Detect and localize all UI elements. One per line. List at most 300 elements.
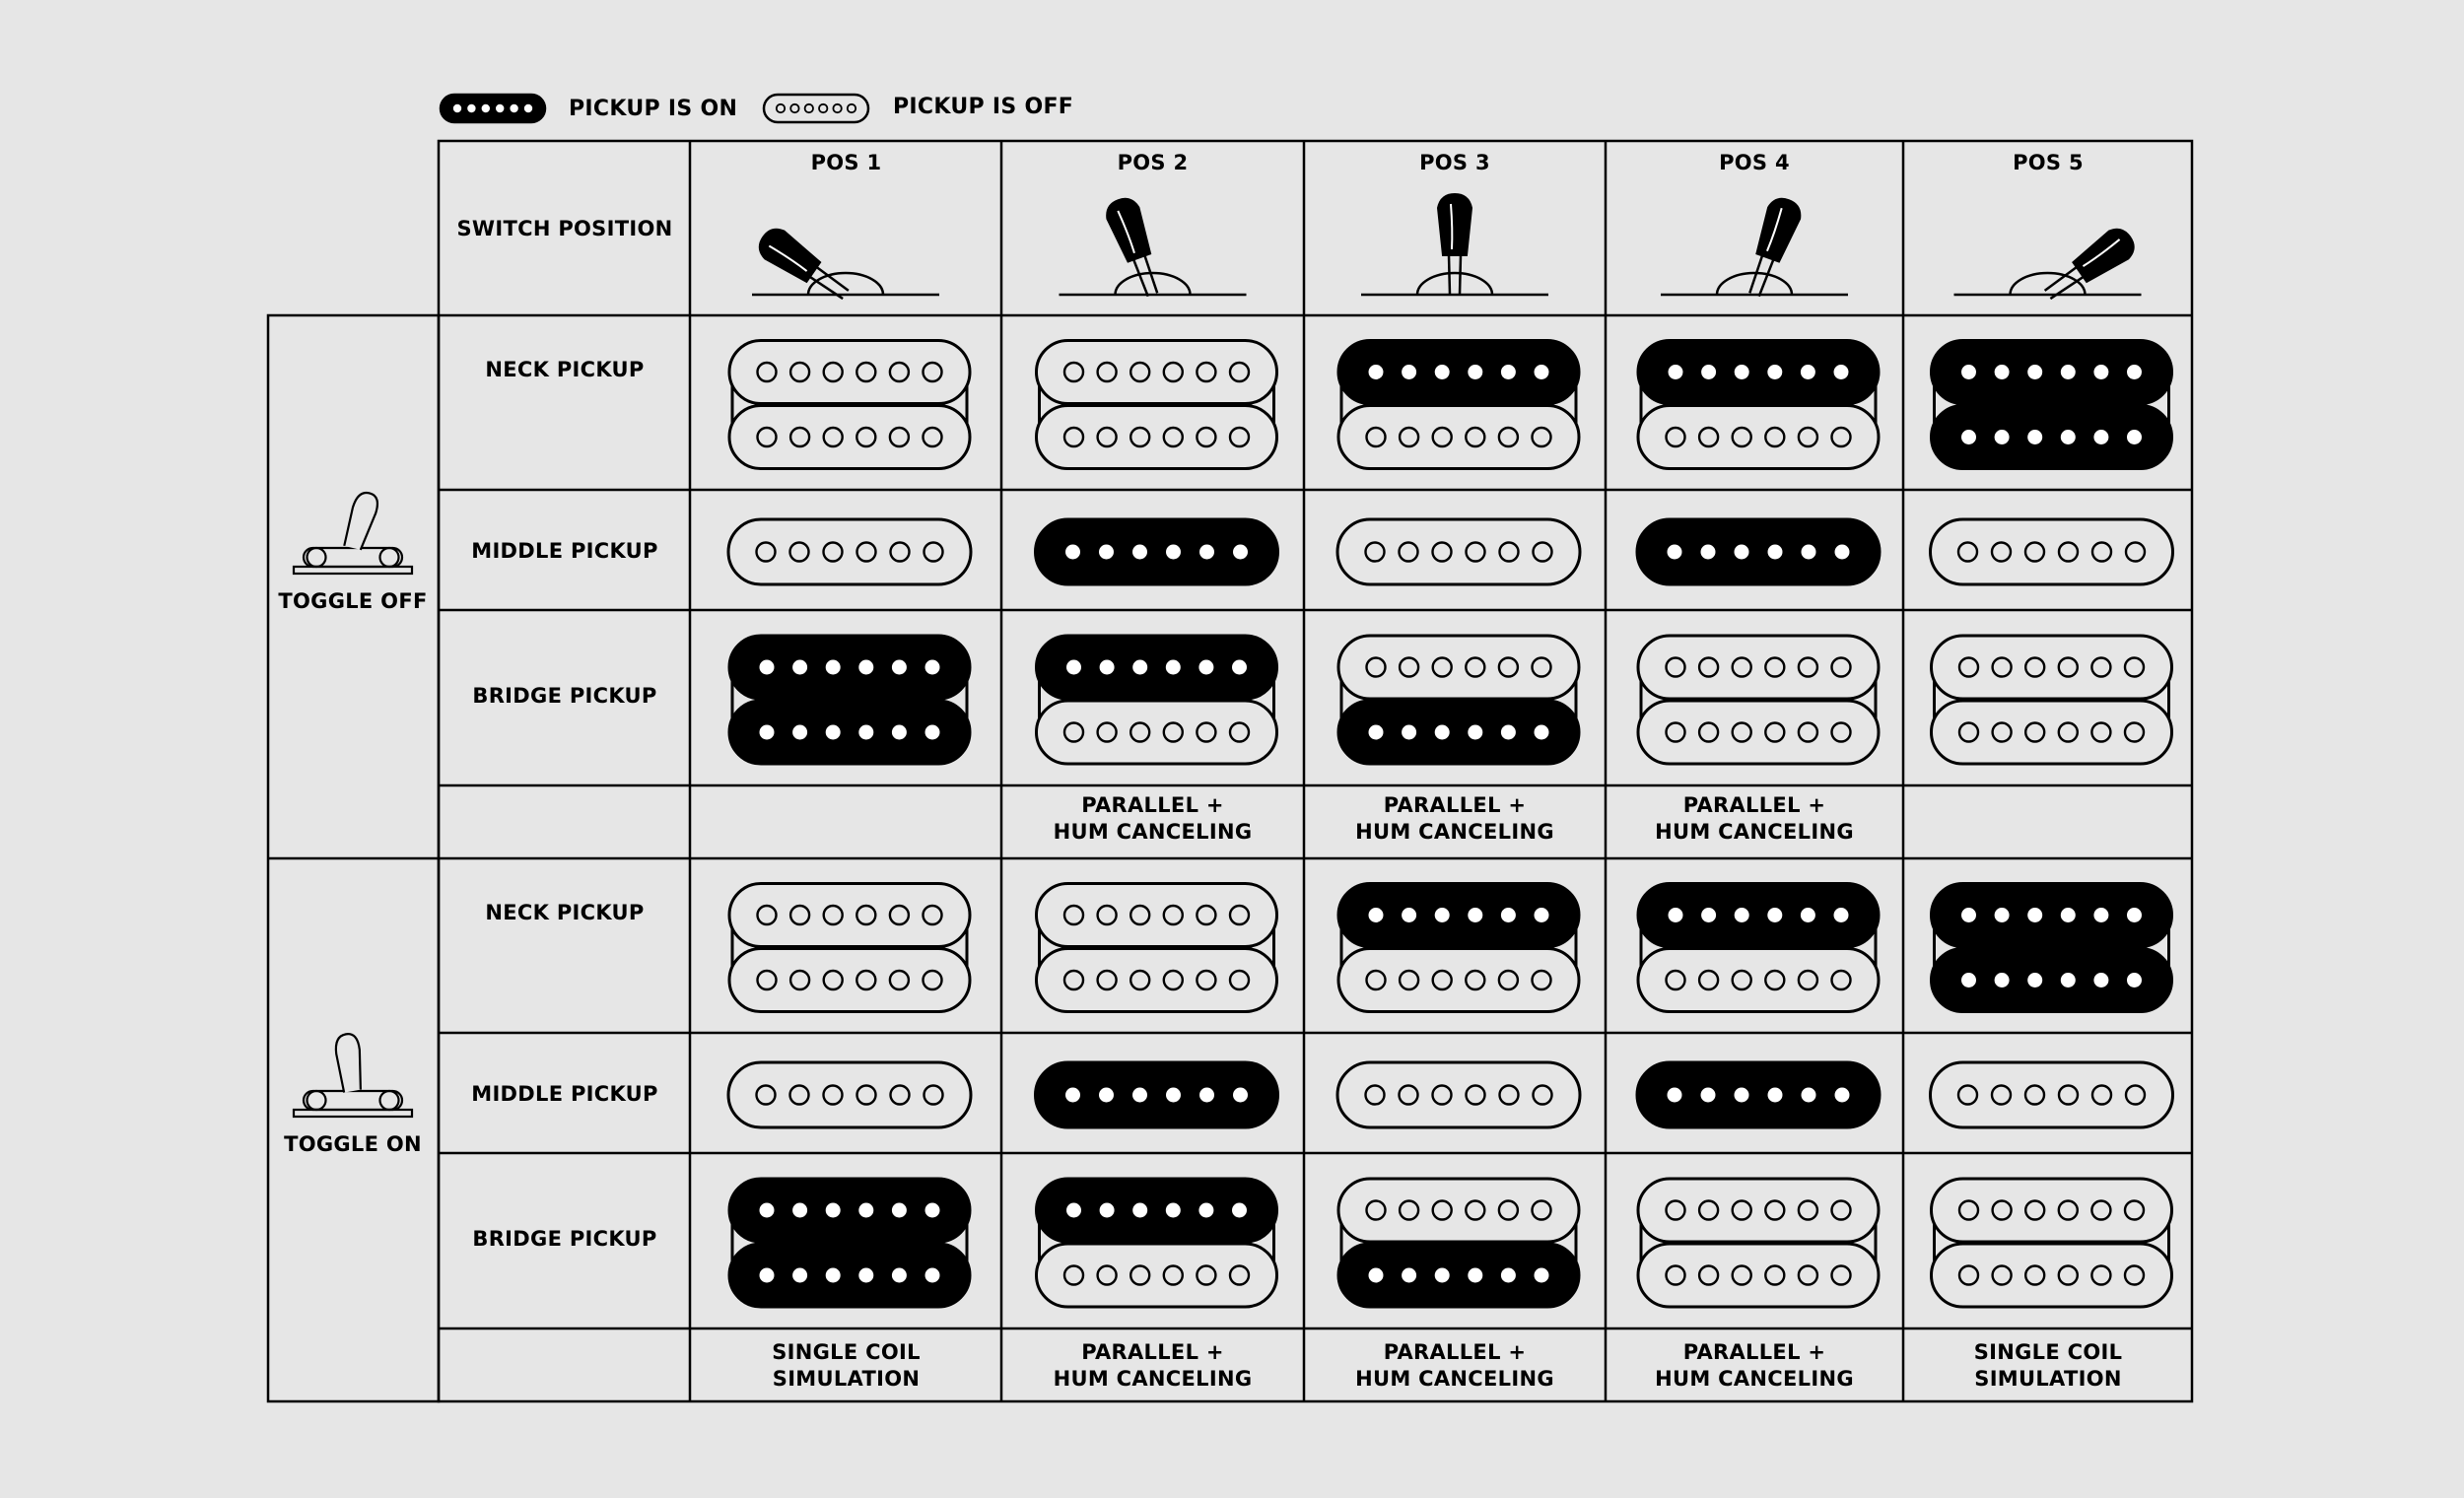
pole-piece — [1435, 1268, 1450, 1283]
lever-stem — [1759, 259, 1774, 297]
switch-lever — [1438, 194, 1472, 295]
switch-lever-icon — [752, 224, 939, 308]
coil-off — [1931, 519, 2173, 584]
pole-piece — [2127, 430, 2142, 444]
coil-on — [1338, 341, 1579, 404]
pole-piece — [1166, 545, 1181, 560]
coil-body — [1638, 1244, 1879, 1307]
humbucker-pickup-icon — [1638, 1179, 1879, 1307]
coil-body — [1638, 949, 1879, 1012]
coil-off — [729, 884, 970, 947]
pole-piece — [892, 725, 907, 740]
pole-piece — [1132, 545, 1147, 560]
note-line: PARALLEL + — [1383, 793, 1527, 817]
humbucker-pickup-icon — [1037, 1179, 1277, 1307]
toggle-lever — [333, 1032, 367, 1092]
pole-piece — [1835, 545, 1850, 560]
legend-off-icon — [764, 95, 868, 122]
coil-off — [1037, 884, 1277, 947]
toggle-ring — [380, 1091, 399, 1110]
coil-off — [1338, 949, 1579, 1012]
toggle-on-icon — [294, 1032, 412, 1117]
pole-piece — [892, 1203, 907, 1218]
pole-piece — [1802, 545, 1816, 560]
humbucker-pickup-icon — [1338, 636, 1579, 764]
coil-body — [728, 519, 971, 584]
pos-1-label: POS 1 — [810, 151, 882, 174]
legend-pole — [524, 104, 532, 112]
pole-piece — [792, 1203, 807, 1218]
pole-piece — [2093, 365, 2108, 379]
pole-piece — [1735, 545, 1749, 560]
switch-lever-icon — [1954, 224, 2142, 308]
pole-piece — [1835, 1088, 1850, 1103]
coil-body — [1037, 949, 1277, 1012]
pole-piece — [1065, 1088, 1080, 1103]
lever-stem — [2050, 276, 2083, 300]
pole-piece — [2093, 973, 2108, 987]
pole-piece — [1435, 908, 1450, 922]
pole-piece — [1166, 1203, 1181, 1218]
single-coil-pickup-icon — [1931, 519, 2173, 584]
coil-off — [1037, 949, 1277, 1012]
coil-on — [1638, 341, 1879, 404]
pole-piece — [2027, 430, 2042, 444]
switch-lever-icon — [1060, 194, 1247, 300]
toggle-lever-shape — [333, 1032, 367, 1092]
pole-piece — [858, 1203, 873, 1218]
pole-piece — [1468, 908, 1482, 922]
coil-body — [729, 341, 970, 404]
pole-piece — [1995, 973, 2010, 987]
legend-pole — [790, 104, 798, 112]
pole-piece — [1199, 545, 1214, 560]
toggle-body — [304, 1091, 402, 1110]
coil-body — [729, 884, 970, 947]
coil-body — [1932, 1179, 2172, 1242]
legend-pole — [805, 104, 813, 112]
switch-position-label: SWITCH POSITION — [456, 217, 673, 240]
note-line: SINGLE COIL — [1973, 1340, 2123, 1364]
single-coil-pickup-icon — [1337, 519, 1580, 584]
pole-piece — [1834, 365, 1849, 379]
pole-piece — [1232, 660, 1247, 675]
legend-pole — [496, 104, 504, 112]
lever-stem — [1133, 259, 1148, 297]
pole-piece — [1166, 1088, 1181, 1103]
humbucker-pickup-icon — [729, 636, 970, 764]
pole-piece — [2093, 430, 2108, 444]
pole-piece — [1065, 545, 1080, 560]
coil-on — [1338, 701, 1579, 764]
pole-piece — [826, 1203, 841, 1218]
legend-pole — [467, 104, 475, 112]
switch-lever-icon — [1661, 194, 1848, 300]
coil-off — [728, 1062, 971, 1127]
pole-piece — [1369, 908, 1384, 922]
coil-on — [1932, 406, 2172, 469]
row-label-middle-pickup: MIDDLE PICKUP — [471, 539, 658, 563]
humbucker-pickup-icon — [1638, 884, 1879, 1012]
pole-piece — [1066, 1203, 1081, 1218]
pole-piece — [1369, 365, 1384, 379]
coil-off — [1931, 1062, 2173, 1127]
coil-off — [1932, 1244, 2172, 1307]
pole-piece — [1961, 430, 1976, 444]
lever-stem — [810, 276, 843, 300]
coil-off — [1638, 949, 1879, 1012]
coil-body — [1638, 406, 1879, 469]
note-line: HUM CANCELING — [1053, 820, 1253, 844]
pole-piece — [1768, 545, 1783, 560]
humbucker-pickup-icon — [1638, 341, 1879, 469]
pole-piece — [892, 660, 907, 675]
coil-body — [1037, 701, 1277, 764]
coil-off — [1037, 341, 1277, 404]
note-line: PARALLEL + — [1682, 793, 1826, 817]
pole-piece — [1535, 725, 1549, 740]
pole-piece — [1735, 1088, 1749, 1103]
pole-piece — [1501, 908, 1516, 922]
coil-body — [1932, 701, 2172, 764]
toggle-ring — [308, 1091, 326, 1110]
coil-body — [1337, 1062, 1580, 1127]
row-label-neck-pickup: NECK PICKUP — [485, 358, 645, 381]
pole-piece — [1099, 1088, 1114, 1103]
humbucker-pickup-icon — [729, 1179, 970, 1307]
pole-piece — [858, 725, 873, 740]
pole-piece — [792, 660, 807, 675]
toggle-lever-shape — [343, 490, 379, 551]
lever-knob — [1752, 194, 1805, 263]
coil-off — [729, 406, 970, 469]
pole-piece — [1198, 1203, 1213, 1218]
coil-body — [729, 949, 970, 1012]
lever-knob — [1438, 194, 1472, 255]
pole-piece — [1199, 1088, 1214, 1103]
coil-body — [1037, 406, 1277, 469]
coil-body — [1338, 1179, 1579, 1242]
lever-stem — [1449, 255, 1450, 295]
pole-piece — [1701, 365, 1716, 379]
pole-piece — [826, 1268, 841, 1283]
coil-on — [1638, 884, 1879, 947]
coil-on — [1637, 519, 1880, 584]
pole-piece — [1369, 1268, 1384, 1283]
coil-off — [1337, 1062, 1580, 1127]
toggle-on-label: TOGGLE ON — [284, 1132, 422, 1156]
legend-pole — [453, 104, 461, 112]
coil-body — [1638, 1179, 1879, 1242]
pole-piece — [1468, 725, 1482, 740]
legend-pole — [510, 104, 517, 112]
pole-piece — [2027, 973, 2042, 987]
coil-body — [1932, 1244, 2172, 1307]
legend-pill — [764, 95, 868, 122]
lever-stem — [1460, 255, 1461, 295]
pole-piece — [1961, 908, 1976, 922]
pole-piece — [1535, 908, 1549, 922]
pole-piece — [1668, 545, 1682, 560]
single-coil-pickup-icon — [1637, 1062, 1880, 1127]
pole-piece — [2127, 365, 2142, 379]
pole-piece — [1100, 660, 1115, 675]
pole-piece — [1767, 908, 1782, 922]
coil-on — [1338, 1244, 1579, 1307]
coil-on — [729, 1244, 970, 1307]
coil-body — [729, 406, 970, 469]
pole-piece — [1801, 365, 1815, 379]
pole-piece — [1767, 365, 1782, 379]
pole-piece — [1501, 725, 1516, 740]
pole-piece — [1801, 908, 1815, 922]
toggle-off-icon — [294, 490, 412, 574]
pole-piece — [1233, 545, 1248, 560]
pole-piece — [925, 725, 940, 740]
pole-piece — [1669, 908, 1683, 922]
note-line: PARALLEL + — [1081, 1340, 1224, 1364]
pos-2-label: POS 2 — [1117, 151, 1189, 174]
pole-piece — [760, 725, 775, 740]
toggle-lever — [343, 490, 379, 551]
grid-frame — [439, 141, 2192, 1401]
note-line: PARALLEL + — [1081, 793, 1224, 817]
coil-body — [1931, 519, 2173, 584]
pole-piece — [2061, 430, 2076, 444]
legend-pole — [833, 104, 841, 112]
note-line: HUM CANCELING — [1355, 820, 1554, 844]
note-line: PARALLEL + — [1383, 1340, 1527, 1364]
legend-on-label: PICKUP IS ON — [569, 97, 738, 121]
coil-on — [1338, 884, 1579, 947]
pole-piece — [1166, 660, 1181, 675]
humbucker-pickup-icon — [1037, 884, 1277, 1012]
humbucker-pickup-icon — [729, 884, 970, 1012]
pole-piece — [1701, 545, 1716, 560]
coil-on — [1637, 1062, 1880, 1127]
legend-pole — [848, 104, 856, 112]
pole-piece — [1232, 1203, 1247, 1218]
coil-off — [1037, 406, 1277, 469]
humbucker-pickup-icon — [1338, 341, 1579, 469]
lever-knob — [2071, 224, 2140, 286]
single-coil-pickup-icon — [1637, 519, 1880, 584]
pole-piece — [1535, 1268, 1549, 1283]
pole-piece — [925, 1268, 940, 1283]
pole-piece — [1402, 365, 1416, 379]
coil-off — [1338, 636, 1579, 699]
humbucker-pickup-icon — [1037, 341, 1277, 469]
pole-piece — [2127, 908, 2142, 922]
pole-piece — [2061, 365, 2076, 379]
pole-piece — [826, 660, 841, 675]
coil-body — [1338, 949, 1579, 1012]
coil-on — [1037, 1179, 1277, 1242]
pole-piece — [1369, 725, 1384, 740]
pole-piece — [1701, 908, 1716, 922]
legend-pole — [819, 104, 827, 112]
single-coil-pickup-icon — [728, 1062, 971, 1127]
coil-on — [1036, 1062, 1278, 1127]
pole-piece — [925, 1203, 940, 1218]
coil-off — [1338, 406, 1579, 469]
pole-piece — [1402, 725, 1416, 740]
pole-piece — [1669, 365, 1683, 379]
single-coil-pickup-icon — [1036, 519, 1278, 584]
pole-piece — [2093, 908, 2108, 922]
pole-piece — [826, 725, 841, 740]
coil-off — [729, 949, 970, 1012]
humbucker-pickup-icon — [1037, 636, 1277, 764]
coil-on — [1037, 636, 1277, 699]
coil-off — [1932, 1179, 2172, 1242]
coil-body — [1338, 406, 1579, 469]
coil-on — [729, 701, 970, 764]
coil-body — [1037, 341, 1277, 404]
row-label-neck-pickup: NECK PICKUP — [485, 901, 645, 924]
single-coil-pickup-icon — [1337, 1062, 1580, 1127]
pos-4-label: POS 4 — [1719, 151, 1790, 174]
switch-lever — [1739, 194, 1805, 300]
pole-piece — [2061, 908, 2076, 922]
pole-piece — [1402, 908, 1416, 922]
switch-arc — [1417, 273, 1492, 295]
row-label-bridge-pickup: BRIDGE PICKUP — [472, 1227, 657, 1251]
pole-piece — [2061, 973, 2076, 987]
lever-knob — [754, 224, 823, 286]
note-line: SIMULATION — [772, 1367, 921, 1391]
coil-off — [1932, 701, 2172, 764]
note-line: PARALLEL + — [1682, 1340, 1826, 1364]
toggle-ring — [380, 548, 399, 567]
humbucker-pickup-icon — [1638, 636, 1879, 764]
coil-off — [1638, 1244, 1879, 1307]
coil-body — [1037, 884, 1277, 947]
pole-piece — [1468, 365, 1482, 379]
pole-piece — [1995, 908, 2010, 922]
note-line: SIMULATION — [1974, 1367, 2122, 1391]
pole-piece — [792, 1268, 807, 1283]
single-coil-pickup-icon — [728, 519, 971, 584]
pole-piece — [1468, 1268, 1482, 1283]
humbucker-pickup-icon — [1932, 884, 2172, 1012]
switch-lever — [1103, 194, 1169, 300]
coil-on — [1932, 341, 2172, 404]
legend-off-label: PICKUP IS OFF — [893, 95, 1074, 119]
pole-piece — [1802, 1088, 1816, 1103]
pole-piece — [1501, 365, 1516, 379]
coil-body — [1338, 636, 1579, 699]
coil-on — [729, 636, 970, 699]
row-label-bridge-pickup: BRIDGE PICKUP — [472, 684, 657, 708]
humbucker-pickup-icon — [1932, 636, 2172, 764]
pole-piece — [2027, 908, 2042, 922]
pole-piece — [1834, 908, 1849, 922]
pole-piece — [1132, 1088, 1147, 1103]
pos-5-label: POS 5 — [2013, 151, 2084, 174]
coil-body — [728, 1062, 971, 1127]
pole-piece — [1198, 660, 1213, 675]
coil-on — [1932, 949, 2172, 1012]
coil-off — [1037, 701, 1277, 764]
pole-piece — [1435, 725, 1450, 740]
legend-pole — [482, 104, 490, 112]
pole-piece — [2027, 365, 2042, 379]
pole-piece — [1735, 365, 1749, 379]
pole-piece — [1099, 545, 1114, 560]
pole-piece — [1701, 1088, 1716, 1103]
pole-piece — [1535, 365, 1549, 379]
legend-pole — [777, 104, 785, 112]
coil-off — [1338, 1179, 1579, 1242]
pole-piece — [760, 1203, 775, 1218]
note-line: HUM CANCELING — [1053, 1367, 1253, 1391]
pole-piece — [1132, 1203, 1147, 1218]
coil-off — [729, 341, 970, 404]
single-coil-pickup-icon — [1931, 1062, 2173, 1127]
pole-piece — [1995, 365, 2010, 379]
pole-piece — [760, 660, 775, 675]
pole-piece — [1961, 365, 1976, 379]
toggle-off-label: TOGGLE OFF — [278, 589, 428, 613]
pole-piece — [858, 660, 873, 675]
pole-piece — [892, 1268, 907, 1283]
pole-piece — [925, 660, 940, 675]
humbucker-pickup-icon — [1932, 1179, 2172, 1307]
note-line: HUM CANCELING — [1655, 1367, 1854, 1391]
pole-piece — [760, 1268, 775, 1283]
pole-piece — [1961, 973, 1976, 987]
coil-on — [1932, 884, 2172, 947]
coil-off — [1932, 636, 2172, 699]
note-line: HUM CANCELING — [1355, 1367, 1554, 1391]
legend-on-icon — [441, 95, 545, 122]
pole-piece — [1233, 1088, 1248, 1103]
pos-3-label: POS 3 — [1419, 151, 1490, 174]
humbucker-pickup-icon — [1338, 1179, 1579, 1307]
coil-body — [1932, 636, 2172, 699]
pole-piece — [1735, 908, 1749, 922]
pole-piece — [1435, 365, 1450, 379]
coil-body — [1037, 1244, 1277, 1307]
coil-on — [1036, 519, 1278, 584]
humbucker-pickup-icon — [1932, 341, 2172, 469]
pole-piece — [1768, 1088, 1783, 1103]
coil-off — [1337, 519, 1580, 584]
coil-off — [728, 519, 971, 584]
coil-off — [1638, 1179, 1879, 1242]
coil-body — [1337, 519, 1580, 584]
toggle-body — [304, 548, 402, 567]
pole-piece — [1066, 660, 1081, 675]
pole-piece — [1501, 1268, 1516, 1283]
pole-piece — [1132, 660, 1147, 675]
pole-piece — [1995, 430, 2010, 444]
pole-piece — [2127, 973, 2142, 987]
humbucker-pickup-icon — [1338, 884, 1579, 1012]
coil-off — [1638, 701, 1879, 764]
pole-piece — [792, 725, 807, 740]
pole-piece — [1668, 1088, 1682, 1103]
note-line: HUM CANCELING — [1655, 820, 1854, 844]
coil-body — [1931, 1062, 2173, 1127]
note-line: SINGLE COIL — [772, 1340, 921, 1364]
pole-piece — [858, 1268, 873, 1283]
coil-off — [1037, 1244, 1277, 1307]
switch-lever-icon — [1361, 194, 1548, 295]
coil-off — [1638, 406, 1879, 469]
coil-body — [1638, 636, 1879, 699]
